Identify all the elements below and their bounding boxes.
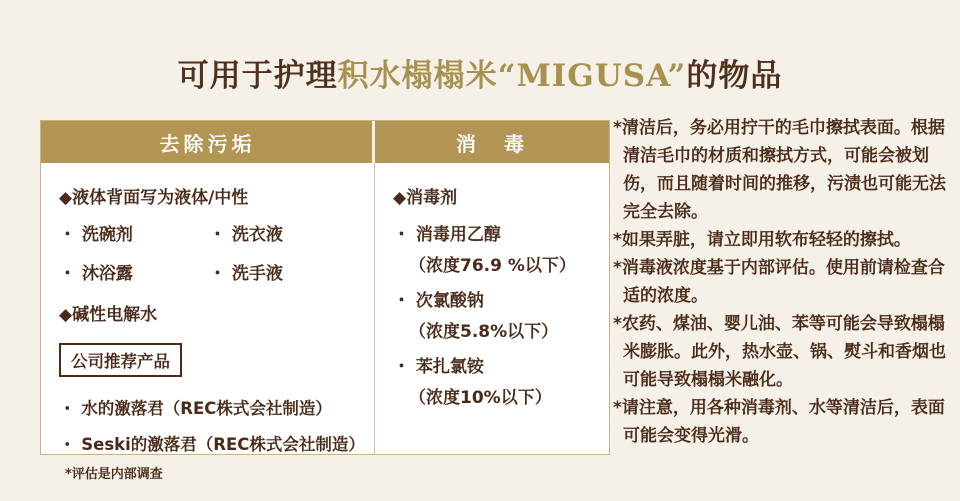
note-item: *请注意，用各种消毒剂、水等清洁后，表面可能会变得光滑。	[613, 398, 945, 446]
care-table	[40, 120, 610, 482]
disinfectant-item-name: ・ 苯扎氯铵	[393, 357, 484, 377]
cleaner-row	[59, 259, 366, 284]
title-highlight: 积水榻榻米“MIGUSA”	[337, 58, 687, 94]
product-item: ・ 水的激落君（REC株式会社制造）	[59, 399, 332, 418]
note-item: *消毒液浓度基于内部评估。使用前请检查合适的浓度。	[613, 258, 945, 306]
disinfectant-section-title: ◆消毒剂	[393, 188, 458, 208]
disinfectant-item-detail: （浓度5.8%以下）	[409, 322, 559, 342]
disinfectant-item-name: ・ 消毒用乙醇	[393, 225, 501, 245]
disinfectant-item-detail: （浓度10%以下）	[409, 388, 552, 408]
product-item: ・ Seski的激落君（REC株式会社制造）	[59, 435, 365, 454]
liquid-section-title: ◆液体背面写为液体/中性	[59, 188, 249, 208]
note-item: *清洁后，务必用拧干的毛巾擦拭表面。根据清洁毛巾的材质和擦拭方式，可能会被划伤，而且随着时间的推移，污渍也可能无法完全去除。	[613, 118, 946, 222]
page-title	[0, 50, 960, 95]
disinfectant-item	[393, 286, 601, 342]
disinfectant-item-detail: （浓度76.9 %以下）	[409, 256, 576, 276]
recommended-box-label: 公司推荐产品	[59, 343, 182, 377]
notes-panel	[613, 114, 951, 450]
disinfectant-item	[393, 220, 601, 276]
title-suffix: 的物品	[686, 58, 783, 94]
disinfect-body	[375, 163, 609, 454]
disinfectant-item-name: ・ 次氯酸钠	[393, 291, 484, 311]
disinfectant-item	[393, 352, 601, 408]
remove-dirt-body	[41, 163, 374, 482]
remove-dirt-header: 去除污垢	[41, 121, 374, 163]
cleaner-item: ・ 沐浴露	[59, 264, 133, 284]
disinfect-header: 消 毒	[375, 121, 609, 163]
column-disinfect	[375, 121, 609, 454]
survey-footnote: *评估是内部调查	[65, 467, 163, 482]
cleaner-item: ・ 洗衣液	[209, 225, 283, 245]
cleaner-item: ・ 洗碗剂	[59, 225, 133, 245]
cleaner-item: ・ 洗手液	[209, 264, 283, 284]
cleaner-row	[59, 220, 366, 245]
alkaline-water-title: ◆碱性电解水	[59, 305, 158, 325]
note-item: *如果弄脏，请立即用软布轻轻的擦拭。	[613, 230, 911, 250]
title-prefix: 可用于护理	[177, 58, 338, 94]
note-item: *农药、煤油、婴儿油、苯等可能会导致榻榻米膨胀。此外，热水壶、锅、熨斗和香烟也可能导致榻榻米融化。	[613, 314, 946, 390]
column-remove-dirt	[41, 121, 375, 482]
